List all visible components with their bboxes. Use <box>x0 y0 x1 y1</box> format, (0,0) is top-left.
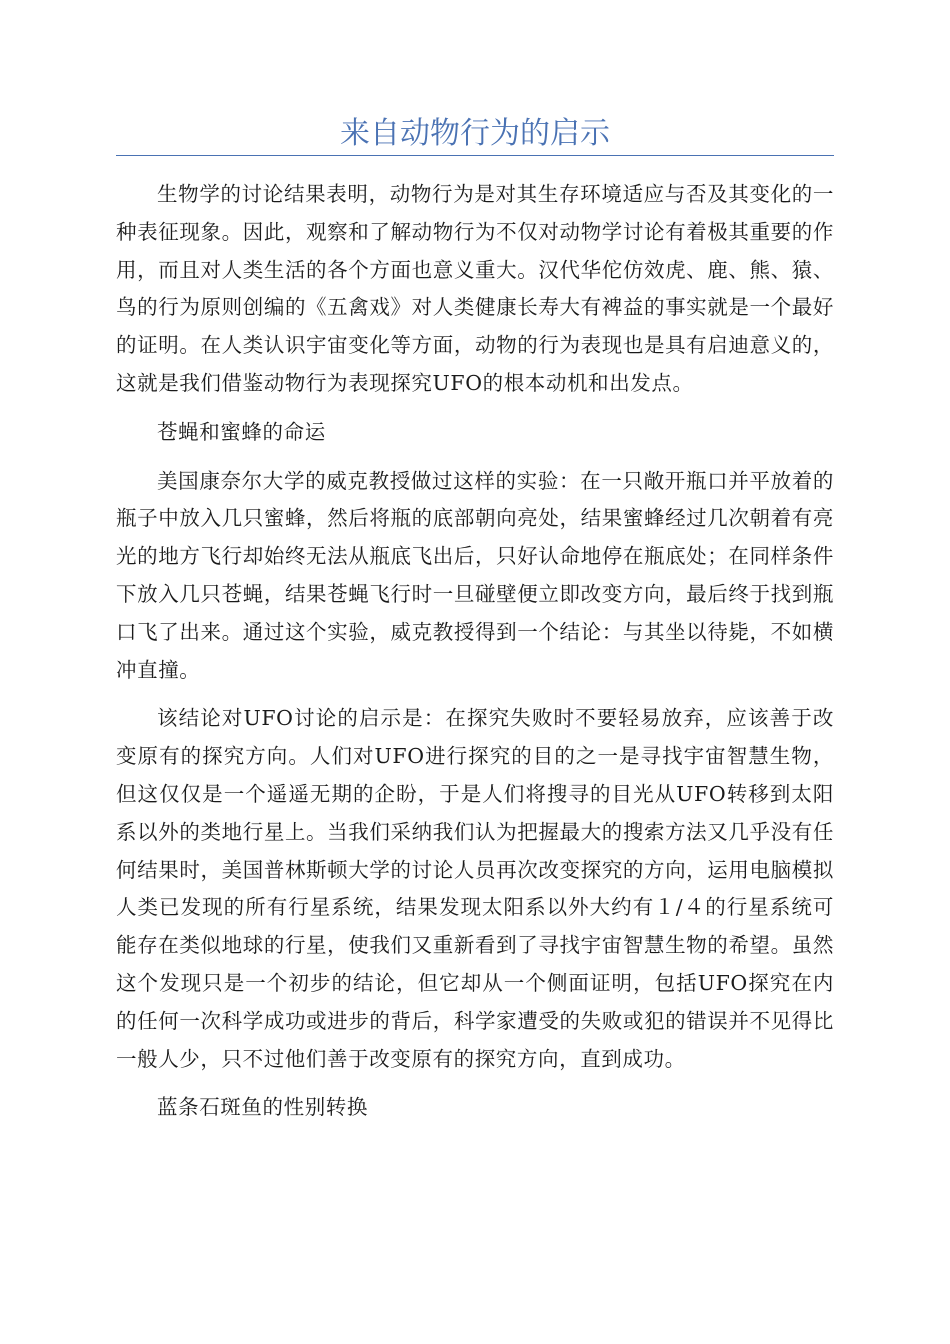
section-heading-flies-and-bees: 苍蝇和蜜蜂的命运 <box>157 419 326 444</box>
paragraph-experiment: 美国康奈尔大学的威克教授做过这样的实验：在一只敞开瓶口并平放着的瓶子中放入几只蜜蜂，然后将瓶的底部朝向亮处，结果蜜蜂经过几次朝着有亮光的地方飞行却始终无法从瓶底飞出后，只好认命地停在瓶底处；在同样条件下放入几只苍蝇，结果苍蝇飞行时一旦碰壁便立即改变方向，最后终于找到瓶口飞了出来。通过这个实验，威克教授得到一个结论：与其坐以待毙，不如横冲直撞。 <box>116 468 834 682</box>
title-underline <box>116 155 834 156</box>
document-body <box>116 176 834 1138</box>
document-title: 来自动物行为的启示 <box>340 116 610 151</box>
paragraph-intro: 生物学的讨论结果表明，动物行为是对其生存环境适应与否及其变化的一种表征现象。因此，观察和了解动物行为不仅对动物学讨论有着极其重要的作用，而且对人类生活的各个方面也意义重大。汉代华佗仿效虎、鹿、熊、猿、鸟的行为原则创编的《五禽戏》对人类健康长寿大有裨益的事实就是一个最好的证明。在人类认识宇宙变化等方面，动物的行为表现也是具有启迪意义的，这就是我们借鉴动物行为表现探究UFO的根本动机和出发点。 <box>116 182 834 395</box>
section-heading-grouper: 蓝条石斑鱼的性别转换 <box>157 1095 368 1120</box>
paragraph-ufo-insight: 该结论对UFO讨论的启示是：在探究失败时不要轻易放弃，应该善于改变原有的探究方向。人们对UFO进行探究的目的之一是寻找宇宙智慧生物，但这仅仅是一个遥遥无期的企盼，于是人们将搜寻的目光从UFO转移到太阳系以外的类地行星上。当我们采纳我们认为把握最大的搜索方法又几乎没有任何结果时，美国普林斯顿大学的讨论人员再次改变探究的方向，运用电脑模拟人类已发现的所有行星系统，结果发现太阳系以外大约有１/４的行星系统可能存在类似地球的行星，使我们又重新看到了寻找宇宙智慧生物的希望。虽然这个发现只是一个初步的结论，但它却从一个侧面证明，包括UFO探究在内的任何一次科学成功或进步的背后，科学家遭受的失败或犯的错误并不见得比一般人少，只不过他们善于改变原有的探究方向，直到成功。 <box>116 706 834 1071</box>
